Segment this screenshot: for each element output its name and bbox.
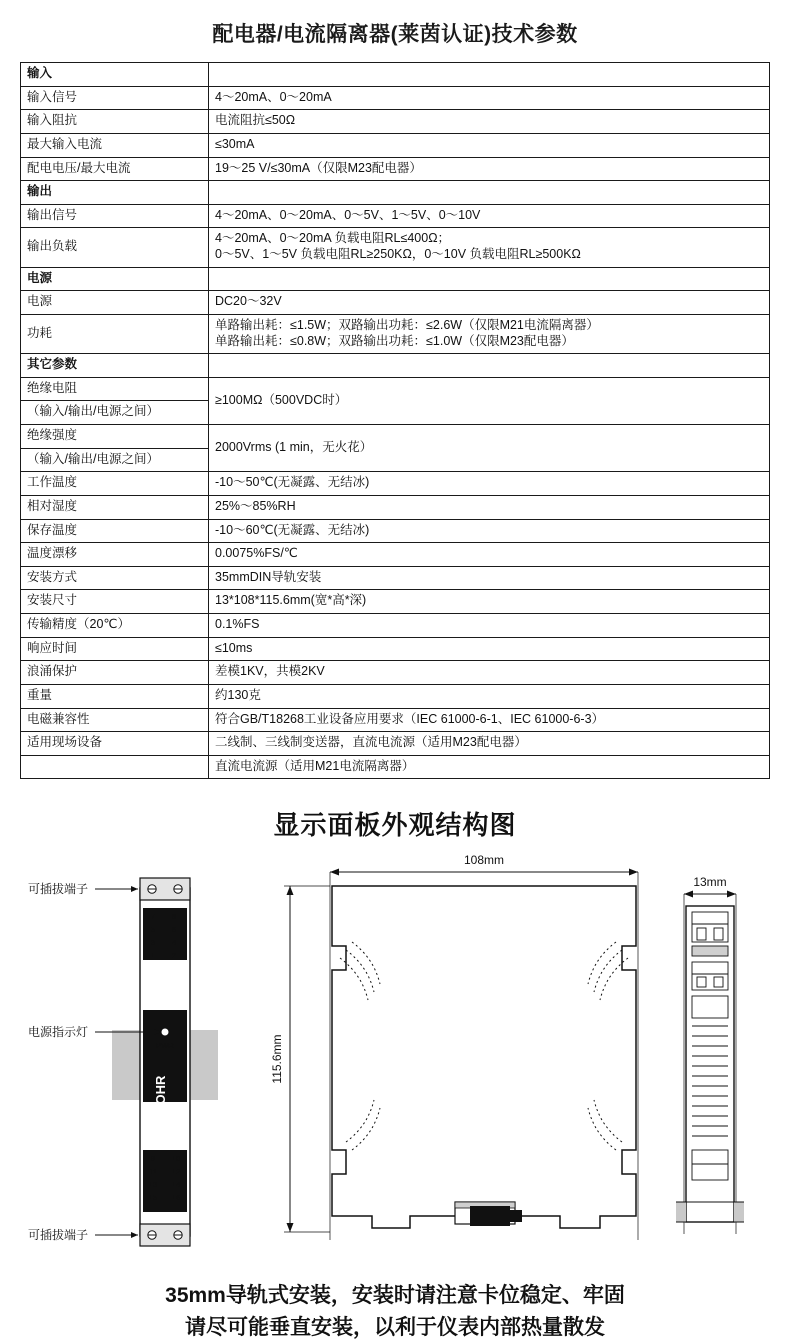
spec-value: 直流电流源（适用M21电流隔离器）: [209, 755, 770, 779]
terminal-number: 13: [148, 1180, 158, 1190]
brand-label: OHR: [153, 1075, 168, 1105]
spec-value: 4～20mA、0～20mA: [209, 86, 770, 110]
spec-key: 安装方式: [21, 566, 209, 590]
spec-key: 输出信号: [21, 204, 209, 228]
spec-value: 25%～85%RH: [209, 495, 770, 519]
spec-value: 35mmDIN导轨安装: [209, 566, 770, 590]
spec-value: ≤30mA: [209, 133, 770, 157]
spec-key: 重量: [21, 684, 209, 708]
spec-key: 保存温度: [21, 519, 209, 543]
spec-value: 电流阻抗≤50Ω: [209, 110, 770, 134]
table-row: [21, 110, 770, 134]
label-top-terminal: 可插拔端子: [27, 882, 88, 897]
footer-note-2: 请尽可能垂直安装，以利于仪表内部热量散发: [185, 1315, 605, 1339]
spec-value: 符合GB/T18268工业设备应用要求（IEC 61000-6-1、IEC 61000-6-3）: [209, 708, 770, 732]
spec-key: （输入/输出/电源之间）: [21, 401, 209, 425]
page-title: 配电器/电流隔离器(莱茵认证)技术参数: [212, 23, 578, 46]
spec-key: （输入/输出/电源之间）: [21, 448, 209, 472]
spec-value: DC20～32V: [209, 291, 770, 315]
spec-key: 电源: [21, 267, 209, 291]
table-row: [21, 133, 770, 157]
dim-height-label: 115.6mm: [270, 1034, 284, 1084]
table-row: [21, 708, 770, 732]
spec-value: 13*108*115.6mm(宽*高*深): [209, 590, 770, 614]
spec-key: [21, 755, 209, 779]
spec-table: [20, 62, 770, 779]
spec-key: 最大输入电流: [21, 133, 209, 157]
spec-table-wrapper: [20, 62, 770, 779]
table-row: [21, 63, 770, 87]
dim-depth-label: 13mm: [693, 875, 727, 890]
spec-value: 0.0075%FS/℃: [209, 543, 770, 567]
label-bottom-terminal: 可插拔端子: [27, 1228, 88, 1243]
table-row: [21, 590, 770, 614]
spec-key: 电源: [21, 291, 209, 315]
spec-key: 绝缘强度: [21, 425, 209, 449]
spec-key: 温度漂移: [21, 543, 209, 567]
table-row: [21, 425, 770, 449]
table-row: [21, 755, 770, 779]
spec-key: 配电电压/最大电流: [21, 157, 209, 181]
spec-value: -10～50℃(无凝露、无结冰): [209, 472, 770, 496]
side-view-body: [332, 886, 636, 1228]
spec-key: 绝缘电阻: [21, 377, 209, 401]
spec-key: 输入阻抗: [21, 110, 209, 134]
spec-key: 功耗: [21, 314, 209, 353]
table-row: [21, 291, 770, 315]
spec-key: 其它参数: [21, 354, 209, 378]
terminal-number: 14: [171, 1180, 181, 1190]
spec-value: [209, 354, 770, 378]
spec-value: [209, 63, 770, 87]
spec-value: [209, 314, 770, 353]
table-row: [21, 157, 770, 181]
table-row: [21, 267, 770, 291]
spec-key: 相对湿度: [21, 495, 209, 519]
terminal-number: 4: [171, 938, 177, 948]
spec-value-line1: 4～20mA、0～20mA 负载电阻RL≤400Ω；: [215, 231, 451, 246]
terminal-number: 5: [150, 925, 156, 935]
spec-value: ≥100MΩ（500VDC时）: [209, 377, 770, 424]
spec-value: 2000Vrms (1 min，无火花）: [209, 425, 770, 472]
table-row: [21, 661, 770, 685]
spec-value: 4～20mA、0～20mA、0～5V、1～5V、0～10V: [209, 204, 770, 228]
terminal-number: 16: [171, 1193, 181, 1203]
spec-key: 安装尺寸: [21, 590, 209, 614]
table-row: [21, 543, 770, 567]
terminal-number: 8: [171, 912, 177, 922]
terminal-number: 7: [150, 912, 156, 922]
spec-value: 约130克: [209, 684, 770, 708]
table-row: [21, 86, 770, 110]
table-row: [21, 684, 770, 708]
terminal-number: 15: [148, 1193, 158, 1203]
spec-value-line1: 单路输出耗：≤1.5W；双路输出功耗：≤2.6W（仅限M21电流隔离器）: [215, 317, 599, 332]
spec-value-line2: 单路输出耗：≤0.8W；双路输出功耗：≤1.0W（仅限M23配电器）: [215, 333, 574, 348]
spec-key: 工作温度: [21, 472, 209, 496]
spec-value: 0.1%FS: [209, 614, 770, 638]
table-row: [21, 732, 770, 756]
spec-table-body: [21, 63, 770, 779]
spec-key: 输入信号: [21, 86, 209, 110]
terminal-number: 3: [150, 938, 156, 948]
spec-key: 浪涌保护: [21, 661, 209, 685]
spec-key: 输入: [21, 63, 209, 87]
spec-value: [209, 228, 770, 267]
spec-key: 响应时间: [21, 637, 209, 661]
table-row: [21, 354, 770, 378]
spec-key: 传输精度（20℃）: [21, 614, 209, 638]
terminal-number: 12: [171, 1167, 181, 1177]
height-dimension: [270, 886, 330, 1232]
table-row: [21, 204, 770, 228]
terminal-number: 6: [171, 925, 177, 935]
terminal-number: 1: [150, 951, 156, 961]
spec-value: 19～25 V/≤30mA（仅限M23配电器）: [209, 157, 770, 181]
footer-note-1: 35mm导轨式安装，安装时请注意卡位稳定、牢固: [165, 1284, 625, 1308]
spec-key: 适用现场设备: [21, 732, 209, 756]
panel-drawing: [0, 850, 790, 1270]
terminal-number: 11: [149, 1167, 157, 1177]
table-row: [21, 181, 770, 205]
table-row: [21, 566, 770, 590]
section-heading: 显示面板外观结构图: [273, 810, 517, 841]
terminal-number: 9: [150, 1154, 156, 1164]
spec-key: 电磁兼容性: [21, 708, 209, 732]
connector-plug: [470, 1206, 510, 1226]
spec-value-line2: 0～5V、1～5V 负载电阻RL≥250KΩ，0～10V 负载电阻RL≥500KΩ: [215, 247, 581, 261]
table-row: [21, 495, 770, 519]
pwr-label: PWR: [156, 1041, 174, 1051]
table-row: [21, 377, 770, 401]
label-power-led: 电源指示灯: [27, 1025, 88, 1040]
terminal-number: 10: [171, 1154, 181, 1164]
drawing-svg: [0, 850, 790, 1270]
spec-value: [209, 267, 770, 291]
table-row: [21, 472, 770, 496]
table-row: [21, 614, 770, 638]
spec-value: ≤10ms: [209, 637, 770, 661]
table-row: [21, 228, 770, 267]
terminal-number: 2: [171, 951, 177, 961]
spec-key: 输出负载: [21, 228, 209, 267]
spec-value: 二线制、三线制变送器，直流电流源（适用M23配电器）: [209, 732, 770, 756]
power-led-icon: [161, 1028, 169, 1036]
spec-value: [209, 181, 770, 205]
table-row: [21, 637, 770, 661]
table-row: [21, 314, 770, 353]
dim-width-label: 108mm: [463, 853, 505, 868]
spec-key: 输出: [21, 181, 209, 205]
spec-value: 差模1KV，共模2KV: [209, 661, 770, 685]
table-row: [21, 519, 770, 543]
spec-value: -10～60℃(无凝露、无结冰): [209, 519, 770, 543]
top-number-panel: [143, 908, 187, 960]
footer-notes: [0, 1280, 790, 1343]
